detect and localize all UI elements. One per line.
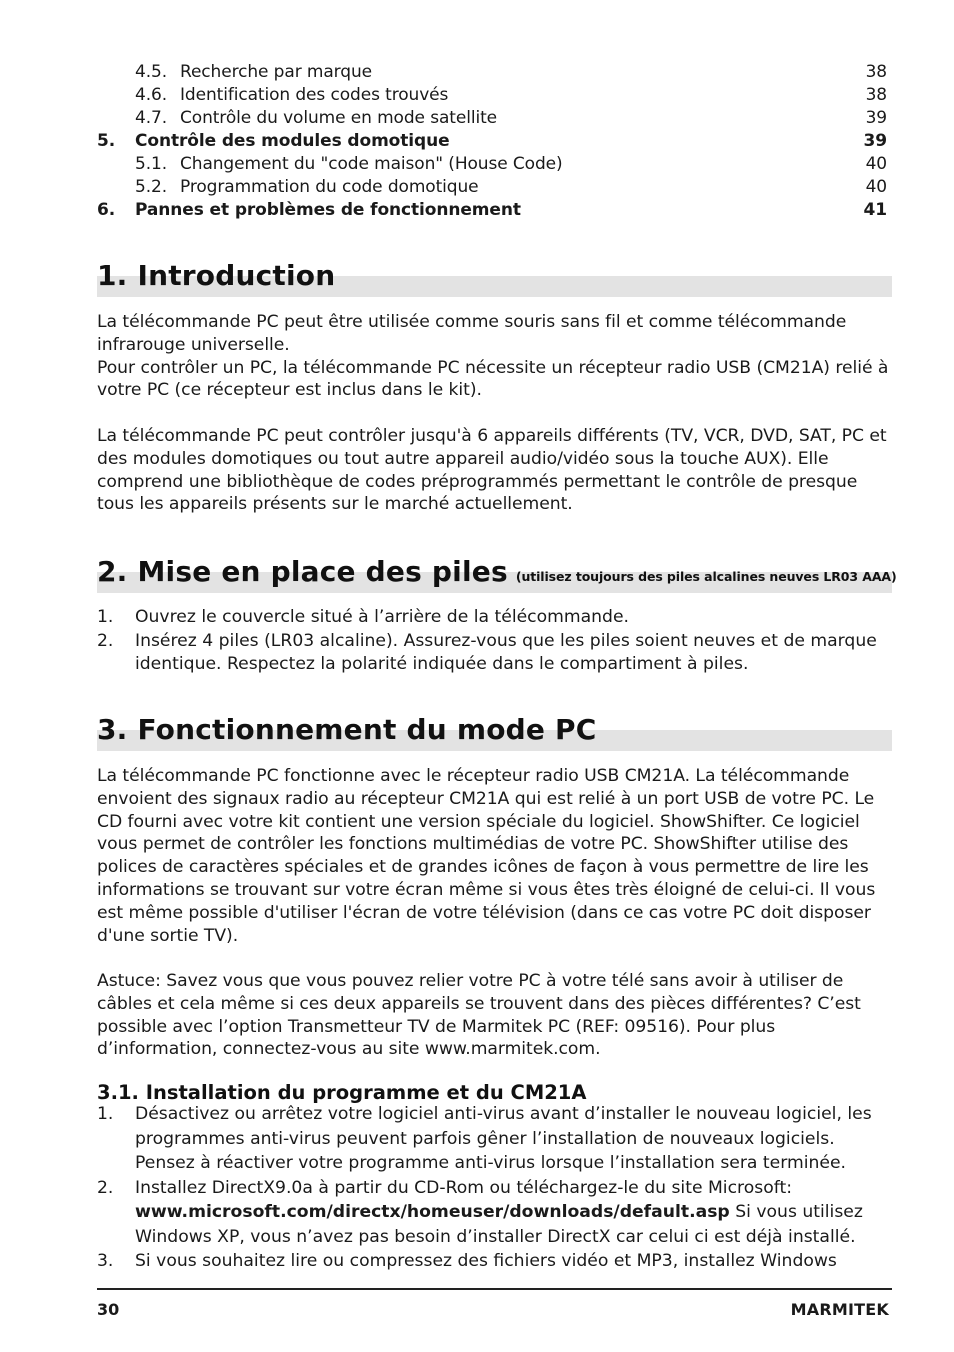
toc-entry-page: 40	[865, 176, 887, 197]
toc-entry-number: 6.	[97, 199, 116, 220]
toc-entry-number: 4.6.	[135, 84, 168, 105]
list-item	[97, 1249, 893, 1274]
document-page	[97, 0, 897, 1352]
toc-entry-page: 38	[865, 61, 887, 82]
section-heading	[97, 551, 897, 593]
toc-entry	[97, 83, 887, 106]
toc-entry-number: 4.7.	[135, 107, 168, 128]
paragraph: La télécommande PC peut contrôler jusqu'à 6 appareils différents (TV, VCR, DVD, SAT, PC et des modules domotiques ou tout autre appareil audio/vidéo sous la touche AUX). Elle comprend une bibliothèque de codes préprogrammés permettant le contrôle de presque tous les appareils présents sur le marché actuellement.	[97, 426, 887, 515]
toc-entry-page: 39	[865, 107, 887, 128]
toc-entry-title: Identification des codes trouvés	[180, 84, 449, 105]
toc-entry-number: 5.	[97, 130, 116, 151]
list-item	[97, 606, 893, 630]
toc-entry	[97, 106, 887, 129]
list-item	[97, 1176, 893, 1250]
toc-entry-number: 5.2.	[135, 176, 168, 197]
toc-entry-number: 4.5.	[135, 61, 168, 82]
list-text: Si vous utilisez Windows XP, vous n’avez pas besoin d’installer DirectX car celui ci est déjà installé.	[135, 1202, 863, 1247]
toc-entry-number: 5.1.	[135, 153, 168, 174]
section-title-text: 2. Mise en place des piles	[97, 555, 508, 588]
toc-entry-title: Recherche par marque	[180, 61, 372, 82]
table-of-contents	[97, 60, 887, 221]
paragraph: Pour contrôler un PC, la télécommande PC nécessite un récepteur radio USB (CM21A) relié à votre PC (ce récepteur est inclus dans le kit).	[97, 357, 889, 401]
install-steps	[97, 1102, 893, 1274]
toc-entry-title: Changement du "code maison" (House Code)	[180, 153, 563, 174]
toc-entry-page: 40	[865, 153, 887, 174]
battery-steps	[97, 606, 893, 677]
toc-entry	[97, 175, 887, 198]
section-heading	[97, 255, 892, 297]
toc-entry-page: 39	[863, 130, 887, 151]
section-title	[97, 555, 897, 588]
list-number: 1.	[97, 1104, 114, 1124]
toc-entry-title: Pannes et problèmes de fonctionnement	[135, 199, 521, 220]
paragraph: Astuce: Savez vous que vous pouvez relier votre PC à votre télé sans avoir à utiliser de câbles et cela même si ces deux appareils se trouvent dans des pièces différentes? C’est possible avec l’option Transmetteur TV de Marmitek PC (REF: 09516). Pour plus d’information, connectez-vous au site www.marmitek.com.	[97, 971, 861, 1060]
list-number: 3.	[97, 1251, 114, 1271]
list-text: Si vous souhaitez lire ou compressez des fichiers vidéo et MP3, installez Windows	[135, 1251, 837, 1271]
section-heading	[97, 709, 892, 751]
list-text: Ouvrez le couvercle situé à l’arrière de la télécommande.	[135, 607, 629, 627]
list-text: Installez DirectX9.0a à partir du CD-Rom ou téléchargez-le du site Microsoft:	[135, 1177, 792, 1198]
brand-name: MARMITEK	[790, 1300, 889, 1319]
section-title: 1. Introduction	[97, 259, 336, 292]
section-title: 3. Fonctionnement du mode PC	[97, 713, 597, 746]
list-number: 1.	[97, 607, 114, 627]
subsection-title: 3.1. Installation du programme et du CM21A	[97, 1081, 587, 1104]
toc-entry-page: 41	[863, 199, 887, 220]
toc-entry	[97, 60, 887, 83]
paragraph: La télécommande PC fonctionne avec le récepteur radio USB CM21A. La télécommande envoient des signaux radio au récepteur CM21A qui est relié à un port USB de votre PC. Le CD fourni avec votre kit contient une version spéciale du logiciel. ShowShifter. Ce logiciel vous permet de contrôler les fonctions multimédias de votre PC. ShowShifter utilise des polices de caractères spéciales et de grandes icônes de façon à vous permettre de lire les informations se trouvant sur votre écran même si vous êtes très éloigné de celui-ci. Il vous est même possible d'utiliser l'écran de votre télévision (dans ce cas votre PC doit disposer d'une sortie TV).	[97, 766, 876, 946]
download-link[interactable]: www.microsoft.com/directx/homeuser/downloads/default.asp	[135, 1202, 730, 1222]
toc-entry-title: Contrôle des modules domotique	[135, 130, 450, 151]
section-note: (utilisez toujours des piles alcalines neuves LR03 AAA)	[515, 569, 897, 584]
footer-divider	[97, 1288, 892, 1290]
list-item	[97, 1102, 893, 1176]
list-item	[97, 630, 893, 677]
page-number: 30	[97, 1300, 120, 1319]
intro-text	[97, 311, 893, 402]
toc-entry-title: Contrôle du volume en mode satellite	[180, 107, 498, 128]
toc-entry	[97, 198, 887, 221]
list-text: Désactivez ou arrêtez votre logiciel anti-virus avant d’installer le nouveau logiciel, les programmes anti-virus peuvent parfois gêner l’installation de nouveaux logiciels. Pensez à réactiver votre programme anti-virus lorsque l’installation sera terminée.	[135, 1104, 872, 1173]
list-text: Insérez 4 piles (LR03 alcaline). Assurez-vous que les piles soient neuves et de marque identique. Respectez la polarité indiquée dans le compartiment à piles.	[135, 630, 877, 674]
paragraph: La télécommande PC peut être utilisée comme souris sans fil et comme télécommande infrarouge universelle.	[97, 312, 847, 355]
toc-entry	[97, 152, 887, 175]
toc-entry-page: 38	[865, 84, 887, 105]
toc-entry-title: Programmation du code domotique	[180, 176, 479, 197]
list-number: 2.	[97, 1177, 114, 1198]
list-number: 2.	[97, 630, 114, 651]
toc-entry	[97, 129, 887, 152]
